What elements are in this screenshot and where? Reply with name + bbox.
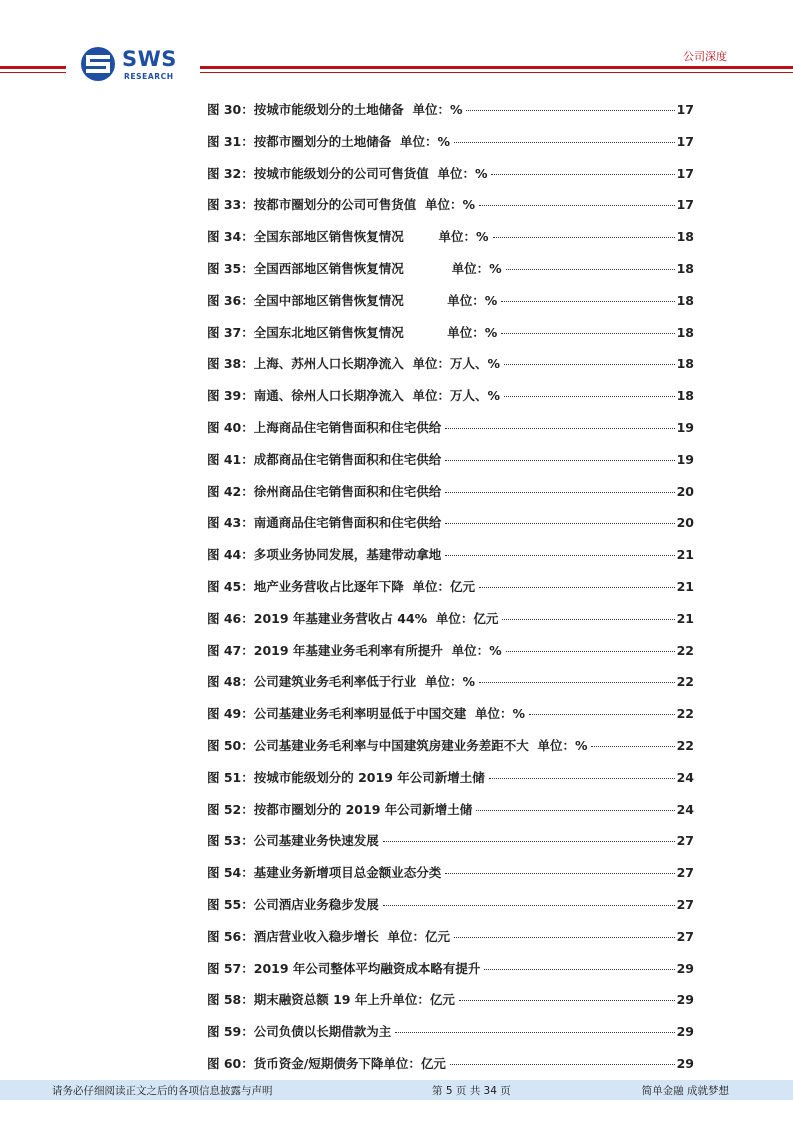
toc-leader-dots: [454, 142, 675, 143]
toc-leader-dots: [383, 905, 675, 906]
toc-leader-dots: [454, 937, 675, 938]
toc-leader-dots: [445, 492, 674, 493]
toc-entry-page: 18: [676, 292, 694, 308]
toc-entry-page: 17: [676, 197, 694, 213]
toc-entry-page: 21: [676, 610, 694, 626]
toc-entry-page: 18: [676, 229, 694, 245]
toc-entry[interactable]: [207, 450, 694, 482]
toc-entry-page: 17: [676, 102, 694, 117]
toc-entry-title: 图 56：酒店营业收入稳步增长 单位：亿元: [207, 928, 450, 944]
toc-entry-title: 图 57：2019 年公司整体平均融资成本略有提升: [207, 960, 481, 976]
toc-entry-title: 图 53：公司基建业务快速发展: [207, 833, 379, 849]
logo-text: SWS: [122, 47, 177, 71]
toc-entry-page: 18: [676, 356, 694, 372]
toc-entry-title: 图 48：公司建筑业务毛利率低于行业 单位：%: [207, 674, 475, 690]
header-rule-left-thin: [0, 72, 66, 73]
toc-entry-page: 22: [676, 674, 694, 690]
toc-entry-title: 图 46：2019 年基建业务营收占 44% 单位：亿元: [207, 610, 499, 626]
toc-entry[interactable]: [207, 990, 694, 1022]
toc-entry-page: 18: [676, 388, 694, 404]
toc-entry-title: 图 40：上海商品住宅销售面积和住宅供给: [207, 419, 442, 435]
toc-entry-page: 17: [676, 165, 694, 181]
toc-entry-title: 图 30：按城市能级划分的土地储备 单位：%: [207, 102, 463, 117]
toc-leader-dots: [506, 269, 675, 270]
toc-entry-page: 22: [676, 642, 694, 658]
toc-entry-title: 图 33：按都市圈划分的公司可售货值 单位：%: [207, 197, 475, 213]
toc-entry-page: 29: [676, 1055, 694, 1071]
toc-entry-title: 图 58：期末融资总额 19 年上升单位：亿元: [207, 992, 455, 1008]
toc-leader-dots: [479, 682, 675, 683]
toc-entry[interactable]: [207, 1022, 694, 1054]
toc-entry-title: 图 52：按都市圈划分的 2019 年公司新增土储: [207, 801, 473, 817]
toc-leader-dots: [501, 301, 674, 302]
toc-leader-dots: [459, 1000, 675, 1001]
toc-entry[interactable]: [207, 895, 694, 927]
header-rule-right-thin: [200, 72, 793, 73]
toc-entry-title: 图 49：公司基建业务毛利率明显低于中国交建 单位：%: [207, 706, 525, 722]
toc-leader-dots: [445, 428, 674, 429]
sws-logo: [80, 46, 182, 82]
toc-entry[interactable]: [207, 354, 694, 386]
toc-entry[interactable]: [207, 195, 694, 227]
toc-entry[interactable]: [207, 577, 694, 609]
toc-entry-page: 20: [676, 515, 694, 531]
footer-slogan: 简单金融 成就梦想: [641, 1085, 729, 1097]
toc-entry-title: 图 59：公司负债以长期借款为主: [207, 1024, 392, 1040]
toc-entry-title: 图 54：基建业务新增项目总金额业态分类: [207, 865, 442, 881]
toc-entry-page: 22: [676, 737, 694, 753]
toc-entry[interactable]: [207, 418, 694, 450]
toc-leader-dots: [445, 460, 674, 461]
toc-leader-dots: [489, 778, 675, 779]
toc-leader-dots: [466, 110, 674, 111]
toc-leader-dots: [502, 619, 674, 620]
footer-band: [0, 1080, 793, 1100]
toc-leader-dots: [445, 873, 674, 874]
toc-entry[interactable]: [207, 863, 694, 895]
toc-entry-title: 图 35：全国西部地区销售恢复情况 单位：%: [207, 260, 502, 276]
toc-entry[interactable]: [207, 259, 694, 291]
toc-entry-page: 21: [676, 578, 694, 594]
toc-entry-title: 图 36：全国中部地区销售恢复情况 单位：%: [207, 292, 498, 308]
toc-entry[interactable]: [207, 768, 694, 800]
toc-entry-page: 29: [676, 992, 694, 1008]
toc-entry-title: 图 39：南通、徐州人口长期净流入 单位：万人、%: [207, 388, 500, 404]
toc-entry-title: 图 60：货币资金/短期债务下降单位：亿元: [207, 1055, 446, 1071]
toc-leader-dots: [383, 841, 675, 842]
toc-entry-page: 17: [676, 133, 694, 149]
toc-entry[interactable]: [207, 164, 694, 196]
toc-entry-title: 图 45：地产业务营收占比逐年下降 单位：亿元: [207, 578, 475, 594]
toc-entry-title: 图 31：按都市圈划分的土地储备 单位：%: [207, 133, 450, 149]
toc-entry[interactable]: [207, 100, 694, 132]
toc-entry[interactable]: [207, 641, 694, 673]
toc-entry[interactable]: [207, 704, 694, 736]
toc-entry[interactable]: [207, 672, 694, 704]
toc-entry-page: 29: [676, 960, 694, 976]
toc-leader-dots: [479, 587, 675, 588]
toc-entry[interactable]: [207, 736, 694, 768]
toc-leader-dots: [591, 746, 674, 747]
toc-leader-dots: [476, 810, 674, 811]
toc-entry-title: 图 42：徐州商品住宅销售面积和住宅供给: [207, 483, 442, 499]
toc-entry-page: 27: [676, 833, 694, 849]
toc-leader-dots: [504, 364, 675, 365]
toc-entry-page: 27: [676, 865, 694, 881]
toc-entry[interactable]: [207, 132, 694, 164]
toc-leader-dots: [479, 205, 675, 206]
toc-entry-title: 图 50：公司基建业务毛利率与中国建筑房建业务差距不大 单位：%: [207, 737, 588, 753]
toc-entry-page: 18: [676, 260, 694, 276]
toc-leader-dots: [445, 523, 674, 524]
toc-entry-title: 图 37：全国东北地区销售恢复情况 单位：%: [207, 324, 498, 340]
toc-entry[interactable]: [207, 959, 694, 991]
toc-entry[interactable]: [207, 800, 694, 832]
toc-entry-page: 24: [676, 769, 694, 785]
toc-entry-page: 20: [676, 483, 694, 499]
report-type-label: 公司深度: [683, 50, 727, 63]
toc-entry[interactable]: [207, 609, 694, 641]
toc-entry-title: 图 44：多项业务协同发展，基建带动拿地: [207, 547, 442, 563]
toc-leader-dots: [504, 396, 675, 397]
toc-entry[interactable]: [207, 482, 694, 514]
toc-leader-dots: [529, 714, 675, 715]
toc-leader-dots: [501, 333, 674, 334]
toc-leader-dots: [506, 651, 675, 652]
toc-entry[interactable]: [207, 927, 694, 959]
toc-entry[interactable]: [207, 227, 694, 259]
toc-entry-title: 图 32：按城市能级划分的公司可售货值 单位：%: [207, 165, 488, 181]
toc-entry[interactable]: [207, 386, 694, 418]
figure-index-list: [207, 100, 694, 1086]
toc-entry-page: 29: [676, 1024, 694, 1040]
toc-entry-page: 22: [676, 706, 694, 722]
toc-entry-title: 图 55：公司酒店业务稳步发展: [207, 896, 379, 912]
footer-page-info: 第 5 页 共 34 页: [432, 1085, 511, 1097]
toc-entry-page: 19: [676, 419, 694, 435]
toc-entry-page: 18: [676, 324, 694, 340]
footer-disclaimer: 请务必仔细阅读正文之后的各项信息披露与声明: [52, 1085, 273, 1097]
toc-entry-page: 19: [676, 451, 694, 467]
toc-entry-title: 图 47：2019 年基建业务毛利率有所提升 单位：%: [207, 642, 502, 658]
toc-entry-title: 图 34：全国东部地区销售恢复情况 单位：%: [207, 229, 489, 245]
sws-logo-icon: [80, 46, 118, 82]
toc-entry-title: 图 41：成都商品住宅销售面积和住宅供给: [207, 451, 442, 467]
toc-entry[interactable]: [207, 831, 694, 863]
toc-entry-page: 27: [676, 896, 694, 912]
toc-leader-dots: [445, 555, 674, 556]
toc-leader-dots: [395, 1032, 674, 1033]
toc-leader-dots: [450, 1064, 675, 1065]
toc-leader-dots: [493, 237, 675, 238]
toc-entry[interactable]: [207, 323, 694, 355]
toc-leader-dots: [491, 174, 674, 175]
toc-entry-title: 图 38：上海、苏州人口长期净流入 单位：万人、%: [207, 356, 500, 372]
toc-entry[interactable]: [207, 513, 694, 545]
logo-subtitle: RESEARCH: [124, 72, 174, 81]
header-rule-right: [200, 66, 793, 69]
toc-entry[interactable]: [207, 291, 694, 323]
toc-entry[interactable]: [207, 545, 694, 577]
header-rule-left: [0, 66, 66, 69]
toc-entry-title: 图 43：南通商品住宅销售面积和住宅供给: [207, 515, 442, 531]
toc-entry-page: 24: [676, 801, 694, 817]
toc-entry-title: 图 51：按城市能级划分的 2019 年公司新增土储: [207, 769, 485, 785]
toc-leader-dots: [484, 969, 674, 970]
toc-entry-page: 27: [676, 928, 694, 944]
toc-entry-page: 21: [676, 547, 694, 563]
